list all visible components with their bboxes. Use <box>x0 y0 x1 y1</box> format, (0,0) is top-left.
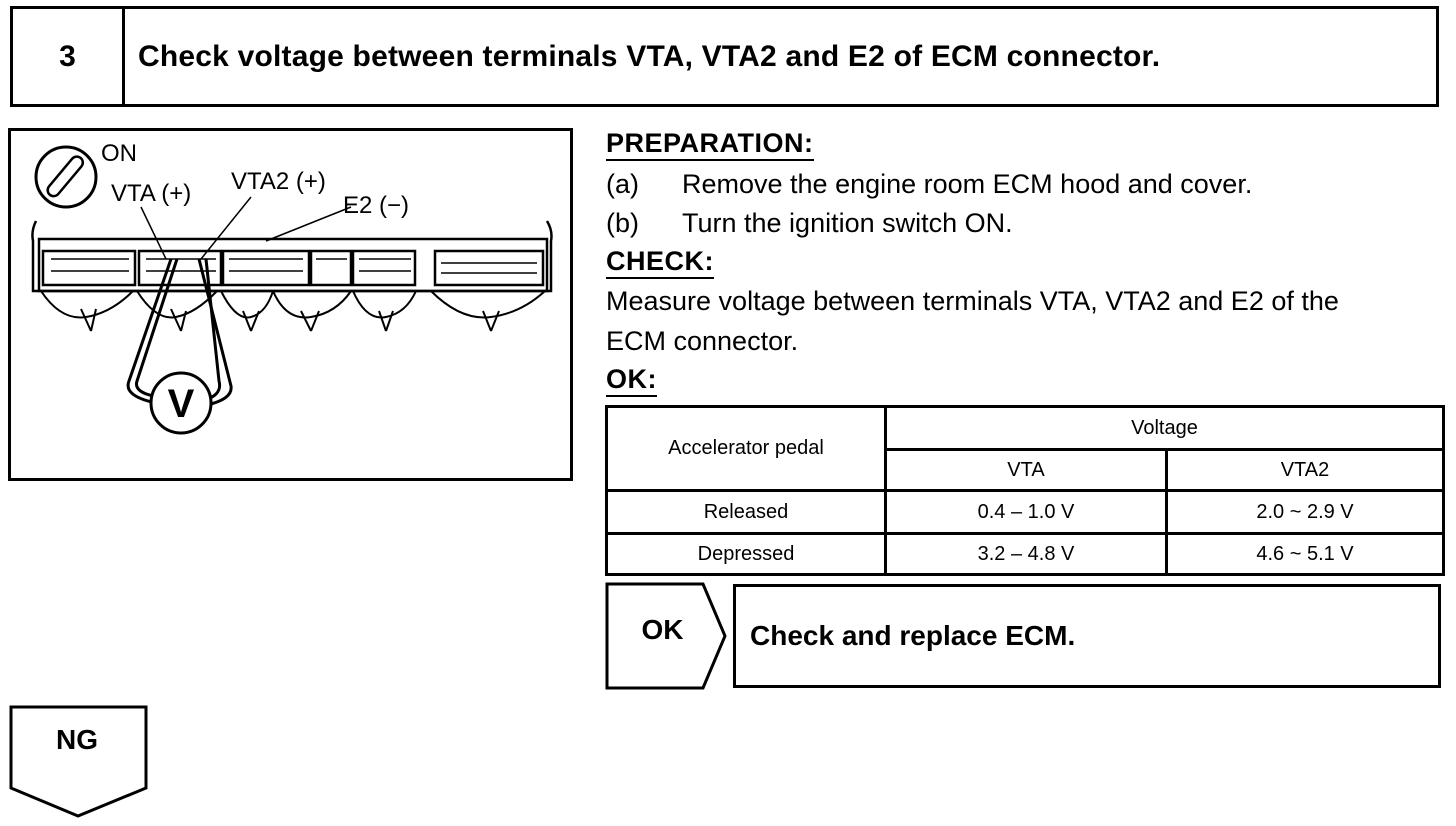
table-row <box>607 534 1444 575</box>
ng-arrow-box <box>8 704 150 820</box>
header-vta2: VTA2 <box>1167 450 1444 491</box>
prep-step-b-letter: (b) <box>606 208 639 238</box>
check-text-line2: ECM connector. <box>606 326 799 356</box>
ok-action-text: Check and replace ECM. <box>750 620 1076 651</box>
ok-heading: OK: <box>606 364 657 397</box>
ok-action-box <box>733 584 1441 688</box>
check-text-line1: Measure voltage between terminals VTA, VTA2 and E2 of the <box>606 286 1339 316</box>
cell-vta: 3.2 – 4.8 V <box>886 534 1167 575</box>
step-number: 3 <box>13 9 125 104</box>
cell-vta: 0.4 – 1.0 V <box>886 491 1167 534</box>
voltmeter-icon <box>151 373 211 433</box>
header-accelerator-pedal: Accelerator pedal <box>607 407 886 491</box>
cell-vta2: 4.6 ~ 5.1 V <box>1167 534 1444 575</box>
prep-step-a-text: Remove the engine room ECM hood and cover. <box>682 169 1253 199</box>
header-vta: VTA <box>886 450 1167 491</box>
ecm-connector-diagram <box>11 131 570 478</box>
header-voltage: Voltage <box>886 407 1444 450</box>
ok-label: OK <box>641 614 684 645</box>
ng-label: NG <box>56 724 98 755</box>
check-heading: CHECK: <box>606 246 714 279</box>
voltage-spec-table <box>605 405 1445 576</box>
switch-on-label: ON <box>101 140 137 167</box>
vta-label: VTA (+) <box>111 180 192 207</box>
cell-vta2: 2.0 ~ 2.9 V <box>1167 491 1444 534</box>
prep-step-b-text: Turn the ignition switch ON. <box>682 208 1013 238</box>
table-row <box>607 491 1444 534</box>
step-header <box>10 6 1439 107</box>
connector-illustration <box>8 128 573 481</box>
cell-pedal: Depressed <box>607 534 886 575</box>
voltmeter-label: V <box>167 382 195 426</box>
preparation-heading: PREPARATION: <box>606 128 814 161</box>
wire-harness <box>41 291 545 331</box>
step-title: Check voltage between terminals VTA, VTA2 and E2 of ECM connector. <box>138 39 1161 73</box>
vta2-label: VTA2 (+) <box>231 168 326 195</box>
ignition-key-icon <box>36 147 96 207</box>
cell-pedal: Released <box>607 491 886 534</box>
prep-step-a-letter: (a) <box>606 169 639 199</box>
ecm-connector <box>32 221 551 291</box>
e2-label: E2 (−) <box>343 192 410 219</box>
